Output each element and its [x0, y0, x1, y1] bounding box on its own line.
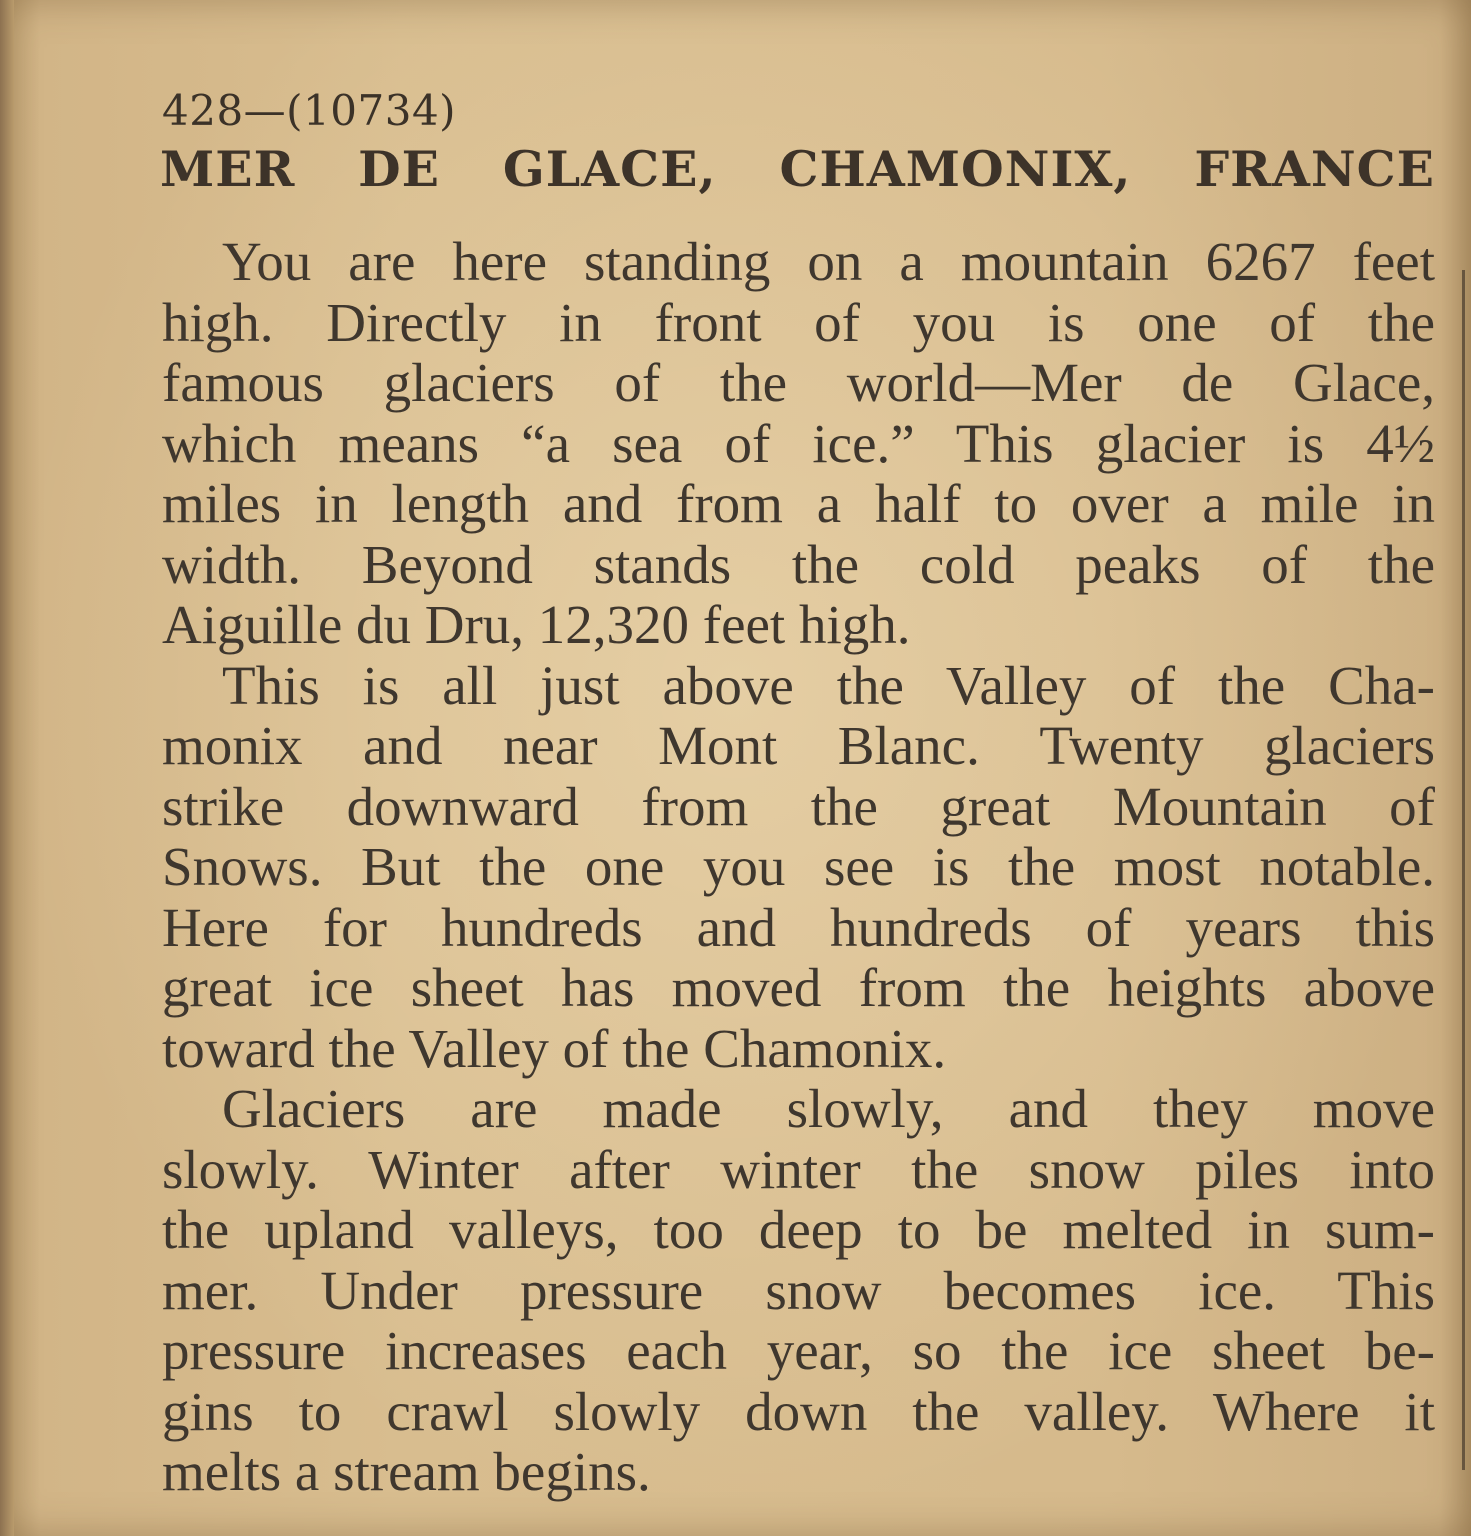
- text-line: miles in length and from a half to over a mile in: [162, 473, 1435, 534]
- text-line: toward the Valley of the Chamonix.: [162, 1017, 947, 1079]
- text-line: width. Beyond stands the cold peaks of the: [162, 533, 1435, 595]
- card-number: 428—(10734): [162, 86, 457, 135]
- text-line: great ice sheet has moved from the heights above: [162, 957, 1435, 1018]
- card-title: MER DE GLACE, CHAMONIX, FRANCE: [160, 140, 1435, 198]
- text-line: Glaciers are made slowly, and they move: [222, 1078, 1435, 1139]
- text-line: mer. Under pressure snow becomes ice. This: [162, 1259, 1435, 1321]
- text-line: slowly. Winter after winter the snow piles into: [162, 1138, 1435, 1200]
- right-border-rule: [1462, 270, 1465, 1470]
- torn-left-edge: [0, 0, 14, 1536]
- text-line: Here for hundreds and hundreds of years this: [162, 896, 1435, 958]
- text-line: Snows. But the one you see is the most notable.: [162, 836, 1435, 897]
- text-line: strike downward from the great Mountain of: [162, 775, 1435, 837]
- text-line: gins to crawl slowly down the valley. Where it: [162, 1380, 1435, 1442]
- text-line: You are here standing on a mountain 6267 feet: [222, 231, 1435, 292]
- text-line: Aiguille du Dru, 12,320 feet high.: [162, 594, 911, 655]
- text-line: monix and near Mont Blanc. Twenty glaciers: [162, 715, 1435, 776]
- text-line: This is all just above the Valley of the Cha-: [222, 654, 1435, 716]
- text-line: melts a stream begins.: [162, 1441, 651, 1502]
- text-line: high. Directly in front of you is one of the: [162, 291, 1435, 353]
- text-line: the upland valleys, too deep to be melted in sum-: [162, 1199, 1435, 1260]
- card-description: [162, 232, 1435, 1503]
- text-line: which means “a sea of ice.” This glacier is 4½: [162, 412, 1435, 474]
- text-line: pressure increases each year, so the ice sheet be-: [162, 1320, 1435, 1381]
- text-line: famous glaciers of the world—Mer de Glace,: [162, 352, 1435, 413]
